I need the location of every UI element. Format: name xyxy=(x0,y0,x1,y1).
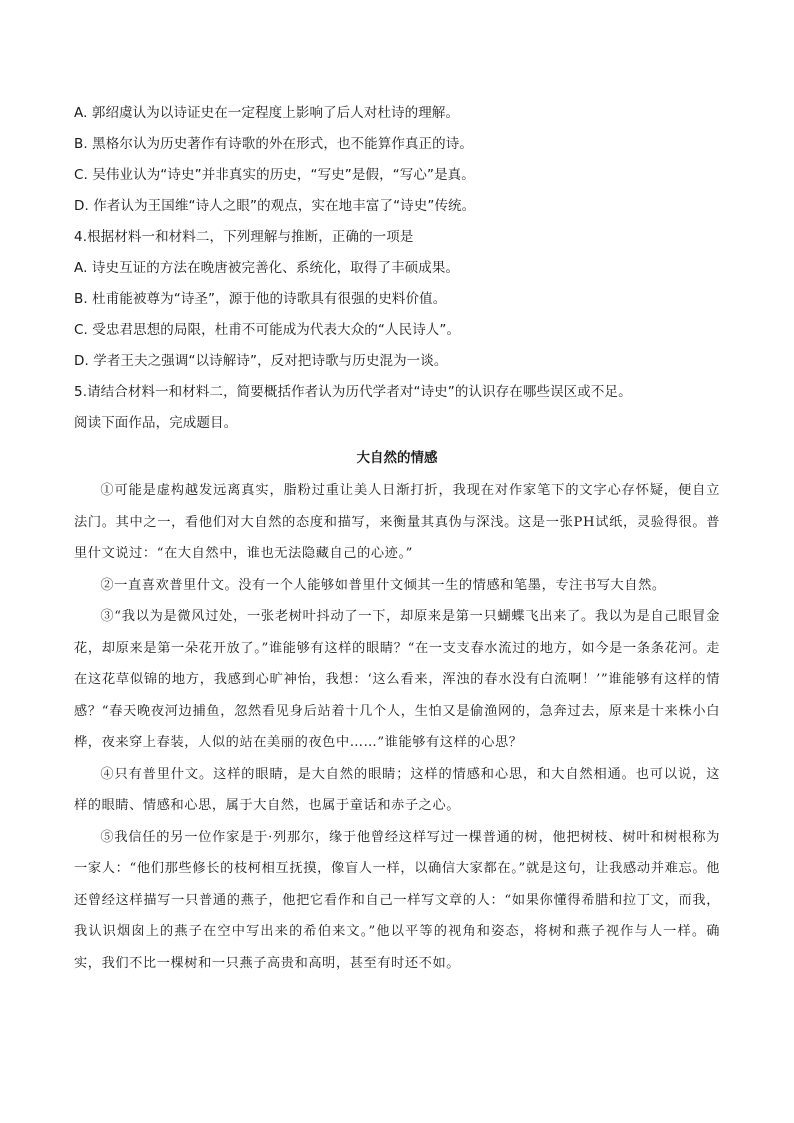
q4-option-b: B. 杜甫能被尊为“诗圣”，源于他的诗歌具有很强的史料价值。 xyxy=(74,291,447,307)
question-5: 5.请结合材料一和材料二，简要概括作者认为历代学者对“诗史”的认识存在哪些误区或不足。 xyxy=(74,384,632,400)
q3-option-a: A. 郭绍虞认为以诗证史在一定程度上影响了后人对杜诗的理解。 xyxy=(74,105,460,121)
document-page xyxy=(74,98,720,979)
article-paragraph-4: ④只有普里什文。这样的眼睛，是大自然的眼睛；这样的情感和心思，和大自然相通。也可以说，这样的眼睛、情感和心思，属于大自然，也属于童话和赤子之心。 xyxy=(74,766,720,813)
article-paragraph-3: ③“我以为是微风过处，一张老树叶抖动了一下，却原来是第一只蝴蝶飞出来了。我以为是自己眼冒金花，却原来是第一朵花开放了。”谁能够有这样的眼睛？“在一支支春水流过的地方，如今是一条条花河。走在这花草似锦的地方，我感到心旷神怡，我想：‘这么看来，浑浊的春水没有白流啊！’”谁能够有这样的情感？“春天晚夜河边捕鱼，忽然看见身后站着十几个人，生怕又是偷渔网的，急奔过去，原来是十来株小白桦，夜来穿上春装，人似的站在美丽的夜色中……”谁能够有这样的心思？ xyxy=(74,609,720,750)
q3-options xyxy=(74,98,720,222)
q3-option-b: B. 黑格尔认为历史著作有诗歌的外在形式，也不能算作真正的诗。 xyxy=(74,136,473,152)
article-paragraph-1: ①可能是虚构越发远离真实，脂粉过重让美人日渐打折，我现在对作家笔下的文字心存怀疑，便自立法门。其中之一，看他们对大自然的态度和描写，来衡量其真伪与深浅。这是一张PH试纸，灵验得很。普里什文说过：“在大自然中，谁也无法隐藏自己的心迹。” xyxy=(74,483,720,561)
q4-option-c: C. 受忠君思想的局限，杜甫不可能成为代表大众的“人民诗人”。 xyxy=(74,322,461,338)
article-paragraph-5: ⑤我信任的另一位作家是于·列那尔，缘于他曾经这样写过一棵普通的树，他把树枝、树叶和树根称为一家人：“他们那些修长的枝柯相互抚摸，像盲人一样，以确信大家都在。”就是这句，让我感动并难忘。他还曾经这样描写一只普通的燕子，他把它看作和自己一样写文章的人：“如果你懂得希腊和拉丁文，而我，我认识烟囱上的燕子在空中写出来的希伯来文。”他以平等的视角和姿态，将树和燕子视作与人一样。确实，我们不比一棵树和一只燕子高贵和高明，甚至有时还不如。 xyxy=(74,829,720,971)
q4-stem: 4.根据材料一和材料二，下列理解与推断，正确的一项是 xyxy=(74,229,414,245)
question-4 xyxy=(74,222,720,377)
reading-instruction: 阅读下面作品，完成题目。 xyxy=(74,415,238,431)
q4-option-d: D. 学者王夫之强调“以诗解诗”，反对把诗歌与历史混为一谈。 xyxy=(74,353,448,369)
article-body xyxy=(74,475,720,979)
q3-option-c: C. 吴伟业认为“诗史”并非真实的历史，“写史”是假，“写心”是真。 xyxy=(74,167,475,183)
article-title: 大自然的情感 xyxy=(356,450,438,466)
article-paragraph-2: ②一直喜欢普里什文。没有一个人能够如普里什文倾其一生的情感和笔墨，专注书写大自然。 xyxy=(100,577,666,593)
q3-option-d: D. 作者认为王国维“诗人之眼”的观点，实在地丰富了“诗史”传统。 xyxy=(74,198,476,214)
q4-option-a: A. 诗史互证的方法在晚唐被完善化、系统化，取得了丰硕成果。 xyxy=(74,260,460,276)
